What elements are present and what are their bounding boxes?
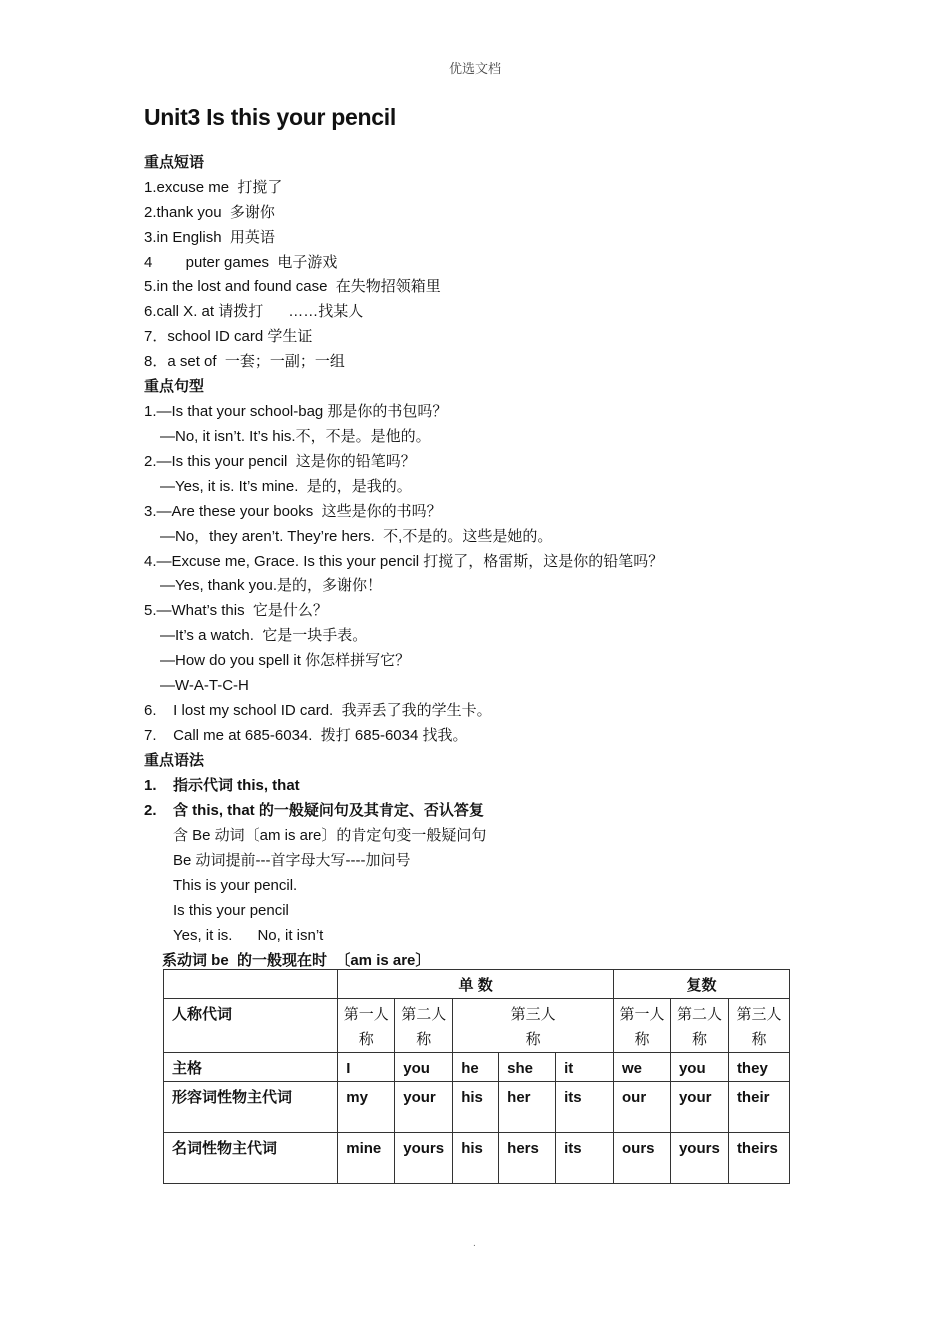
- table-cell: mine: [338, 1133, 395, 1184]
- row-label: 主格: [164, 1053, 338, 1082]
- second-person-cell: 第二人称: [670, 999, 728, 1053]
- plural-header: 复数: [614, 970, 790, 999]
- grammar-line: This is your pencil.: [173, 877, 298, 894]
- table-corner-cell: [164, 970, 338, 999]
- phrase-item: 5.in the lost and found case 在失物招领箱里: [144, 278, 441, 295]
- table-cell: my: [338, 1082, 395, 1133]
- grammar-point: [144, 801, 484, 821]
- grammar-line: Is this your pencil: [173, 902, 289, 919]
- grammar-point: [144, 776, 300, 796]
- table-cell: their: [728, 1082, 789, 1133]
- sentence-line: 2.—Is this your pencil 这是你的铅笔吗？: [144, 453, 416, 470]
- table-cell: they: [728, 1053, 789, 1082]
- table-cell: yours: [670, 1133, 728, 1184]
- table-cell: you: [395, 1053, 453, 1082]
- page-header: 优选文档: [448, 61, 501, 76]
- grammar-point-number: 2.: [144, 802, 157, 819]
- table-row: [164, 1082, 790, 1133]
- table-cell: he: [453, 1053, 499, 1082]
- sentence-line: —W-A-T-C-H: [160, 677, 249, 694]
- sentence-line: —No，they aren’t. They’re hers. 不,不是的。这些是她的。: [160, 528, 553, 545]
- sentence-line: —It’s a watch. 它是一块手表。: [160, 627, 368, 644]
- table-cell: her: [499, 1082, 556, 1133]
- phrase-item: 4 puter games 电子游戏: [144, 254, 338, 271]
- phrase-item: 2.thank you 多谢你: [144, 204, 275, 221]
- grammar-point-number: 1.: [144, 777, 157, 794]
- phrase-item: 7．school ID card 学生证: [144, 328, 313, 345]
- grammar-line: 含 Be 动词〔am is are〕的肯定句变一般疑问句: [173, 827, 487, 844]
- table-cell: theirs: [728, 1133, 789, 1184]
- sentence-line: —How do you spell it 你怎样拼写它？: [160, 652, 411, 669]
- row-label: 名词性物主代词: [164, 1133, 338, 1184]
- singular-header: 单 数: [338, 970, 614, 999]
- table-cell: your: [395, 1082, 453, 1133]
- grammar-heading: 重点语法: [144, 752, 205, 769]
- sentence-line: —Yes, thank you.是的，多谢你！: [160, 577, 383, 594]
- table-cell: she: [499, 1053, 556, 1082]
- table-caption: 系动词 be 的一般现在时 〔am is are〕: [162, 952, 431, 969]
- table-header-row: [164, 970, 790, 999]
- sentence-line: 7. Call me at 685-6034. 拨打 685-6034 找我。: [144, 727, 468, 744]
- table-cell: we: [614, 1053, 671, 1082]
- table-cell: yours: [395, 1133, 453, 1184]
- first-person-cell: 第一人称: [338, 999, 395, 1053]
- third-person-cell: 第三人称: [728, 999, 789, 1053]
- table-cell: hers: [499, 1133, 556, 1184]
- row-label: 人称代词: [164, 999, 338, 1053]
- table-cell: it: [556, 1053, 614, 1082]
- table-cell: ours: [614, 1133, 671, 1184]
- sentence-line: 3.—Are these your books 这些是你的书吗？: [144, 503, 442, 520]
- grammar-point-text: 含 this, that 的一般疑问句及其肯定、否认答复: [173, 802, 484, 819]
- first-person-cell: 第一人称: [614, 999, 671, 1053]
- page-title: Unit3 Is this your pencil: [144, 104, 396, 130]
- sentence-line: 4.—Excuse me, Grace. Is this your pencil 打搅了，格雷斯，这是你的铅笔吗？: [144, 553, 664, 570]
- phrase-item: 3.in English 用英语: [144, 229, 275, 246]
- row-label: 形容词性物主代词: [164, 1082, 338, 1133]
- table-row: [164, 1053, 790, 1082]
- table-row: [164, 1133, 790, 1184]
- sentence-line: —Yes, it is. It’s mine. 是的，是我的。: [160, 478, 412, 495]
- second-person-cell: 第二人称: [395, 999, 453, 1053]
- person-row: [164, 999, 790, 1053]
- phrases-heading: 重点短语: [144, 154, 205, 171]
- table-cell: his: [453, 1082, 499, 1133]
- table-cell: our: [614, 1082, 671, 1133]
- sentence-line: 5.—What’s this 它是什么？: [144, 602, 328, 619]
- sentence-line: —No, it isn’t. It’s his.不，不是。是他的。: [160, 428, 431, 445]
- table-cell: you: [670, 1053, 728, 1082]
- grammar-point-text: 指示代词 this, that: [173, 777, 300, 794]
- sentence-line: 6. I lost my school ID card. 我弄丢了我的学生卡。: [144, 702, 492, 719]
- table-cell: its: [556, 1133, 614, 1184]
- table-cell: your: [670, 1082, 728, 1133]
- phrase-item: 8．a set of 一套；一副；一组: [144, 353, 345, 370]
- third-person-cell: 第三人称: [453, 999, 614, 1053]
- table-cell: I: [338, 1053, 395, 1082]
- phrase-item: 1.excuse me 打搅了: [144, 179, 283, 196]
- phrase-item: 6.call X. at 请拨打 ……找某人: [144, 303, 364, 320]
- sentence-line: 1.—Is that your school-bag 那是你的书包吗？: [144, 403, 448, 420]
- grammar-line: Yes, it is. No, it isn’t: [173, 927, 324, 944]
- table-cell: his: [453, 1133, 499, 1184]
- pronoun-table: [163, 969, 790, 1184]
- table-cell: its: [556, 1082, 614, 1133]
- sentences-heading: 重点句型: [144, 378, 205, 395]
- grammar-line: Be 动词提前---首字母大写----加问号: [173, 852, 411, 869]
- page-footer: .: [473, 1238, 476, 1249]
